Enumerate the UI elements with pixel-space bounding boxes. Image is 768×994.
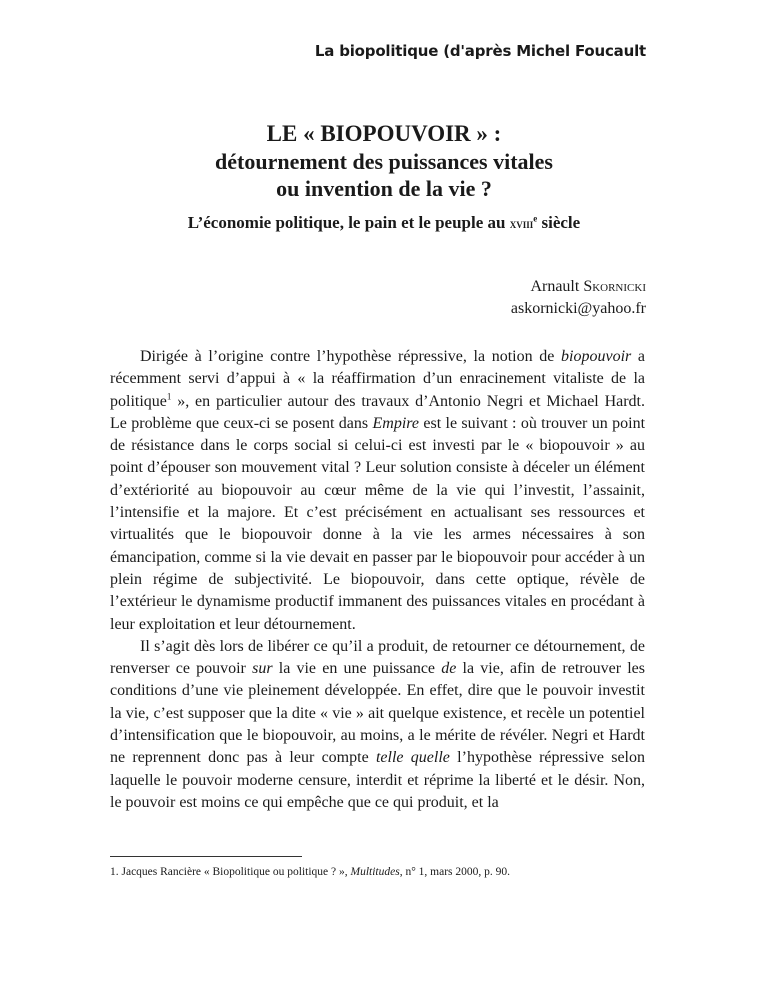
paragraph-2 xyxy=(110,636,645,814)
title-line-1: LE « BIOPOUVOIR » : xyxy=(266,121,502,146)
author-block xyxy=(511,276,646,320)
author-email: askornicki@yahoo.fr xyxy=(510,300,646,317)
p2-emphasis-de: de xyxy=(441,660,457,678)
footnote-separator xyxy=(110,856,302,857)
paragraph-1 xyxy=(110,346,645,636)
subtitle-end: siècle xyxy=(537,213,581,232)
running-head: La biopolitique (d'après Michel Foucault xyxy=(314,42,646,60)
p1-emphasis-empire: Empire xyxy=(372,414,419,432)
title-line-2: détournement des puissances vitales xyxy=(215,149,553,174)
footnote-emphasis-multitudes: Multitudes xyxy=(350,866,400,878)
author-first-name: Arnault xyxy=(530,278,584,295)
footnote-ref-1: 1 xyxy=(166,391,172,402)
author-name xyxy=(511,276,646,298)
p1-text-c: », en particulier autour des travaux d’Antonio Negri et Michael Hardt. Le problème que ceux-ci se posent dans xyxy=(110,392,645,432)
author-last-name: Skornicki xyxy=(583,278,646,295)
p1-text-b: a récemment servi d’appui à « la réaffirmation d’un enracinement vitaliste de la politique xyxy=(110,348,645,410)
subtitle-text: L’économie politique, le pain et le peuple au xyxy=(187,213,510,232)
p2-emphasis-sur: sur xyxy=(252,660,273,678)
p2-text-a: Il s’agit dès lors de libérer ce qu’il a produit, de retourner ce détournement, de renverser ce pouvoir xyxy=(110,637,645,678)
century-numeral: xviii xyxy=(509,216,534,231)
footnote-text-a: 1. Jacques Rancière « Biopolitique ou politique ? », xyxy=(110,866,351,878)
body-text xyxy=(110,346,645,814)
subtitle xyxy=(0,212,768,235)
p2-text-c: la vie, afin de retrouver les conditions d’une vie pleinement développée. En effet, dire que le pouvoir investit la vie, c’est supposer que la dite « vie » ait quelque existence, et recèle un potentiel d’intensification que le biopouvoir, au moins, a le mérite de révéler. Negri et Hardt ne reprennent donc pas à leur compte xyxy=(110,660,646,767)
p1-text-a: Dirigée à l’origine contre l’hypothèse répressive, la notion de xyxy=(140,348,562,365)
p2-text-b: la vie en une puissance xyxy=(272,660,442,678)
footnote-1 xyxy=(110,866,510,878)
p1-text-d: est le suivant : où trouver un point de résistance dans le corps social si celui-ci est investi par le « biopouvoir » au point d’épouser son mouvement vital ? Leur solution consiste à déceler un élément d’extériorité au biopouvoir au cœur même de la vie qui l’investit, l’assainit, l’intensifie et la majore. Et c’est précisément en actualisant ses ressources et virtualités que le biopouvoir donne à la vie les armes nécessaires à son émancipation, comme si la vie devait en passer par le biopouvoir pour accéder à un plein régime de subjectivité. Le biopouvoir, dans cette optique, révèle de l’extérieur le dynamisme productif immanent des puissances vitales en procédant à leur exploitation et leur détournement. xyxy=(110,414,646,633)
century-superscript: e xyxy=(533,213,538,224)
title-line-3: ou invention de la vie ? xyxy=(276,176,492,201)
p2-emphasis-telle-quelle: telle quelle xyxy=(375,749,450,767)
p1-emphasis-biopouvoir: biopouvoir xyxy=(561,348,632,365)
p2-text-d: l’hypothèse répressive selon laquelle le pouvoir moderne censure, interdit et réprime la liberté et le désir. Non, le pouvoir est moins ce qui empêche que ce qui produit, et la xyxy=(110,749,646,811)
footnote-text-b: , n° 1, mars 2000, p. 90. xyxy=(399,866,511,878)
article-title xyxy=(0,120,768,235)
